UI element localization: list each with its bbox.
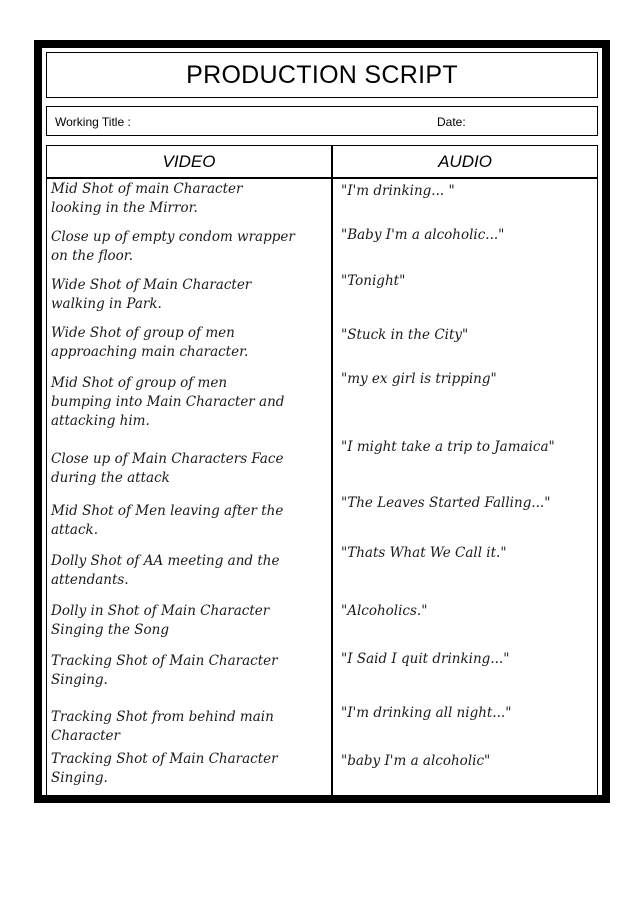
video-cell: [51, 324, 329, 362]
video-cell: [51, 374, 329, 431]
audio-cell: "Thats What We Call it.": [341, 545, 507, 561]
script-frame: [34, 40, 610, 803]
audio-cell: "I'm drinking... ": [341, 183, 455, 199]
video-line: Singing the Song: [51, 622, 169, 638]
audio-cell: "Alcoholics.": [341, 603, 428, 619]
audio-cell: "I Said I quit drinking...": [341, 651, 510, 667]
video-line: looking in the Mirror.: [51, 200, 198, 216]
video-line: approaching main character.: [51, 344, 249, 360]
date-label: Date:: [437, 115, 466, 129]
audio-heading: AUDIO: [438, 152, 492, 171]
video-line: Tracking Shot from behind main: [51, 709, 274, 725]
working-title-label: Working Title :: [55, 115, 131, 129]
audio-cell: "Stuck in the City": [341, 327, 469, 343]
video-cell: [51, 228, 329, 266]
video-line: on the floor.: [51, 248, 134, 264]
audio-cell: "Tonight": [341, 273, 406, 289]
video-cell: [51, 552, 329, 590]
video-line: during the attack: [51, 470, 170, 486]
audio-cell: "I'm drinking all night...": [341, 705, 512, 721]
video-line: Singing.: [51, 672, 108, 688]
video-line: attack.: [51, 522, 98, 538]
video-line: Singing.: [51, 770, 108, 786]
audio-cell: "baby I'm a alcoholic": [341, 753, 491, 769]
video-cell: [51, 602, 329, 640]
video-cell: [51, 708, 329, 746]
video-line: attendants.: [51, 572, 129, 588]
video-line: Mid Shot of main Character: [51, 181, 243, 197]
meta-box: [46, 106, 598, 136]
header-divider: [47, 177, 597, 179]
video-cell: [51, 502, 329, 540]
video-line: Mid Shot of group of men: [51, 375, 228, 391]
video-line: Tracking Shot of Main Character: [51, 653, 278, 669]
video-line: Mid Shot of Men leaving after the: [51, 503, 284, 519]
video-cell: [51, 652, 329, 690]
audio-cell: "my ex girl is tripping": [341, 371, 497, 387]
video-line: bumping into Main Character and: [51, 394, 285, 410]
video-line: Close up of empty condom wrapper: [51, 229, 295, 245]
video-line: attacking him.: [51, 413, 150, 429]
video-cell: [51, 180, 329, 218]
audio-cell: "I might take a trip to Jamaica": [341, 439, 555, 455]
audio-cell: "The Leaves Started Falling...": [341, 495, 551, 511]
video-line: Close up of Main Characters Face: [51, 451, 284, 467]
video-cell: [51, 450, 329, 488]
video-line: Wide Shot of group of men: [51, 325, 235, 341]
video-line: Tracking Shot of Main Character: [51, 751, 278, 767]
video-line: Dolly Shot of AA meeting and the: [51, 553, 280, 569]
script-table: [46, 145, 598, 798]
video-cell: [51, 750, 329, 788]
audio-cell: "Baby I'm a alcoholic...": [341, 227, 505, 243]
video-line: Wide Shot of Main Character: [51, 277, 252, 293]
video-heading: VIDEO: [162, 152, 216, 171]
video-line: Character: [51, 728, 121, 744]
column-divider: [331, 146, 333, 797]
video-line: Dolly in Shot of Main Character: [51, 603, 270, 619]
page-title: PRODUCTION SCRIPT: [186, 60, 458, 89]
title-box: [46, 52, 598, 98]
video-line: walking in Park.: [51, 296, 162, 312]
video-cell: [51, 276, 329, 314]
